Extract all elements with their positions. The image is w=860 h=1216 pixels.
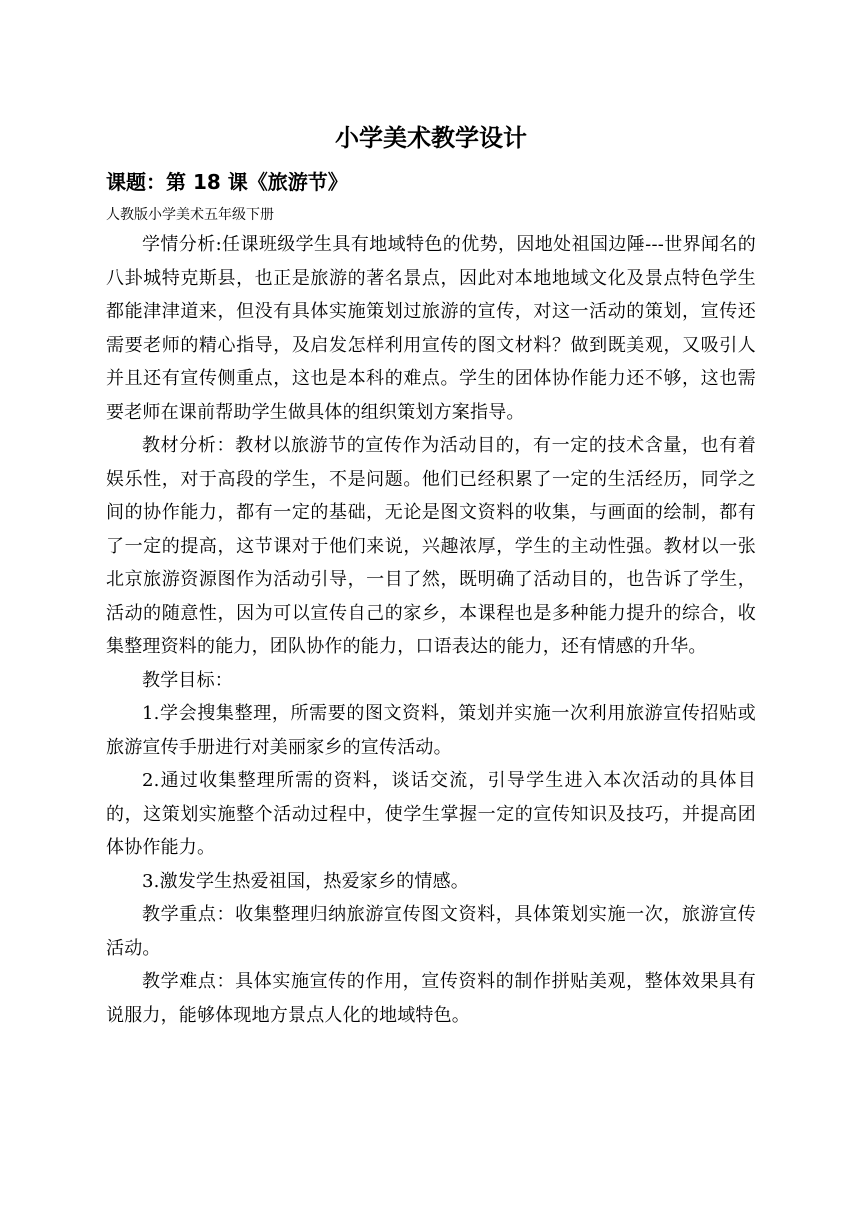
paragraph-objective-1: 1.学会搜集整理，所需要的图文资料，策划并实施一次利用旅游宣传招贴或旅游宣传手册进行对美丽家乡的宣传活动。 bbox=[106, 703, 756, 758]
document-title: 小学美术教学设计 bbox=[335, 124, 527, 152]
paragraph-difficulty: 教学难点：具体实施宣传的作用，宣传资料的制作拼贴美观，整体效果具有说服力，能够体现地方景点人化的地域特色。 bbox=[106, 971, 756, 1026]
document-page bbox=[106, 118, 756, 1032]
paragraph-objectives-heading: 教学目标： bbox=[142, 669, 233, 691]
paragraph-material-analysis: 教材分析：教材以旅游节的宣传作为活动目的，有一定的技术含量，也有着娱乐性，对于高段的学生，不是问题。他们已经积累了一定的生活经历，同学之间的协作能力，都有一定的基础，无论是图文资料的收集，与画面的绘制，都有了一定的提高，这节课对于他们来说，兴趣浓厚，学生的主动性强。教材以一张北京旅游资源图作为活动引导，一目了然，既明确了活动目的，也告诉了学生，活动的随意性，因为可以宣传自己的家乡，本课程也是多种能力提升的综合，收集整理资料的能力，团队协作的能力，口语表达的能力，还有情感的升华。 bbox=[106, 435, 756, 657]
paragraph-key-point: 教学重点：收集整理归纳旅游宣传图文资料，具体策划实施一次，旅游宣传活动。 bbox=[106, 904, 756, 959]
textbook-edition: 人教版小学美术五年级下册 bbox=[106, 207, 274, 223]
paragraph-student-analysis: 学情分析:任课班级学生具有地域特色的优势，因地处祖国边陲---世界闻名的八卦城特克斯县，也正是旅游的著名景点，因此对本地地域文化及景点特色学生都能津津道来，但没有具体实施策划过旅游的宣传，对这一活动的策划，宣传还需要老师的精心指导，及启发怎样利用宣传的图文材料？做到既美观，又吸引人并且还有宣传侧重点，这也是本科的难点。学生的团体协作能力还不够，这也需要老师在课前帮助学生做具体的组织策划方案指导。 bbox=[106, 234, 756, 423]
paragraph-objective-2: 2.通过收集整理所需的资料，谈话交流，引导学生进入本次活动的具体目的，这策划实施整个活动过程中，使学生掌握一定的宣传知识及技巧，并提高团体协作能力。 bbox=[106, 770, 756, 858]
paragraph-objective-3: 3.激发学生热爱祖国，热爱家乡的情感。 bbox=[142, 870, 469, 892]
lesson-title: 课题：第 18 课《旅游节》 bbox=[106, 170, 348, 194]
